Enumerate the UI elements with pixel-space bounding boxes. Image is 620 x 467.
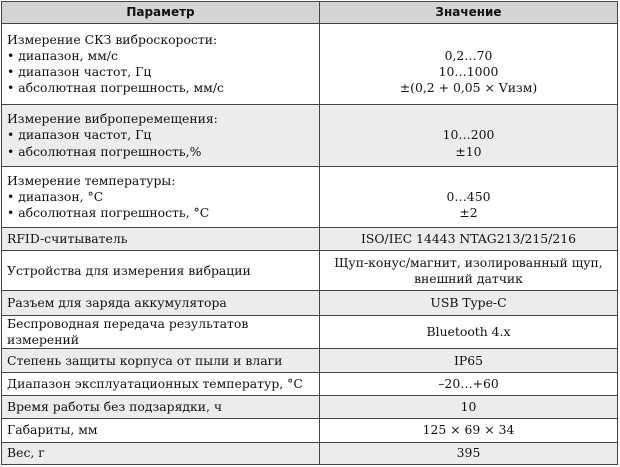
value-line xyxy=(325,173,612,189)
param-line: • абсолютная погрешность,% xyxy=(7,143,202,159)
param-cell: RFID-считыватель xyxy=(2,227,320,250)
header-parameter: Параметр xyxy=(2,2,320,24)
table-row xyxy=(2,166,618,227)
param-cell: Диапазон эксплуатационных температур, °С xyxy=(2,372,320,395)
param-line: Измерение виброперемещения: xyxy=(7,111,218,127)
value-cell: USB Type-C xyxy=(320,291,618,315)
value-cell: ISO/IEC 14443 NTAG213/215/216 xyxy=(320,227,618,250)
param-cell xyxy=(2,24,320,105)
value-line: ±2 xyxy=(459,204,478,220)
value-line xyxy=(325,111,612,127)
param-cell xyxy=(2,166,320,227)
value-cell: –20…+60 xyxy=(320,372,618,395)
param-cell xyxy=(2,105,320,167)
param-cell: Беспроводная передача результатов измерений xyxy=(2,315,320,349)
param-cell: Время работы без подзарядки, ч xyxy=(2,396,320,419)
value-line: внешний датчик xyxy=(414,270,523,286)
value-line: 10…1000 xyxy=(438,64,499,80)
value-cell xyxy=(320,166,618,227)
value-cell xyxy=(320,250,618,291)
value-cell xyxy=(320,24,618,105)
table-row xyxy=(2,315,618,349)
table-row xyxy=(2,250,618,291)
value-cell xyxy=(320,105,618,167)
value-line: 0…450 xyxy=(446,188,491,204)
value-cell: IP65 xyxy=(320,349,618,372)
table-row xyxy=(2,291,618,315)
param-cell: Вес, г xyxy=(2,442,320,464)
header-value: Значение xyxy=(320,2,618,24)
value-line xyxy=(325,32,612,48)
value-line: Щуп-конус/магнит, изолированный щуп, xyxy=(334,254,603,270)
table-row xyxy=(2,442,618,464)
param-line: • диапазон, °С xyxy=(7,188,104,204)
param-line: • диапазон частот, Гц xyxy=(7,64,152,80)
param-cell: Габариты, мм xyxy=(2,419,320,442)
table-row xyxy=(2,227,618,250)
param-line: • диапазон, мм/с xyxy=(7,47,118,63)
param-line: Измерение температуры: xyxy=(7,172,176,188)
value-line: 10…200 xyxy=(442,127,495,143)
param-line: • абсолютная погрешность, мм/с xyxy=(7,80,224,96)
table-header-row xyxy=(2,2,618,24)
value-line: 0,2…70 xyxy=(444,47,493,63)
table-row xyxy=(2,24,618,105)
param-cell: Степень защиты корпуса от пыли и влаги xyxy=(2,349,320,372)
param-line: • диапазон частот, Гц xyxy=(7,127,152,143)
value-cell: 125 × 69 × 34 xyxy=(320,419,618,442)
table-row xyxy=(2,105,618,167)
table-row xyxy=(2,349,618,372)
param-line: Измерение СКЗ виброскорости: xyxy=(7,31,218,47)
table-row xyxy=(2,396,618,419)
specification-table xyxy=(1,1,618,465)
param-cell: Устройства для измерения вибрации xyxy=(2,250,320,291)
value-cell: 395 xyxy=(320,442,618,464)
value-cell: Bluetooth 4.x xyxy=(320,315,618,349)
value-cell: 10 xyxy=(320,396,618,419)
value-line: ±10 xyxy=(455,143,482,159)
table-row xyxy=(2,372,618,395)
value-line: ±(0,2 + 0,05 × Vизм) xyxy=(399,80,538,96)
param-cell: Разъем для заряда аккумулятора xyxy=(2,291,320,315)
param-line: • абсолютная погрешность, °С xyxy=(7,204,210,220)
table-row xyxy=(2,419,618,442)
